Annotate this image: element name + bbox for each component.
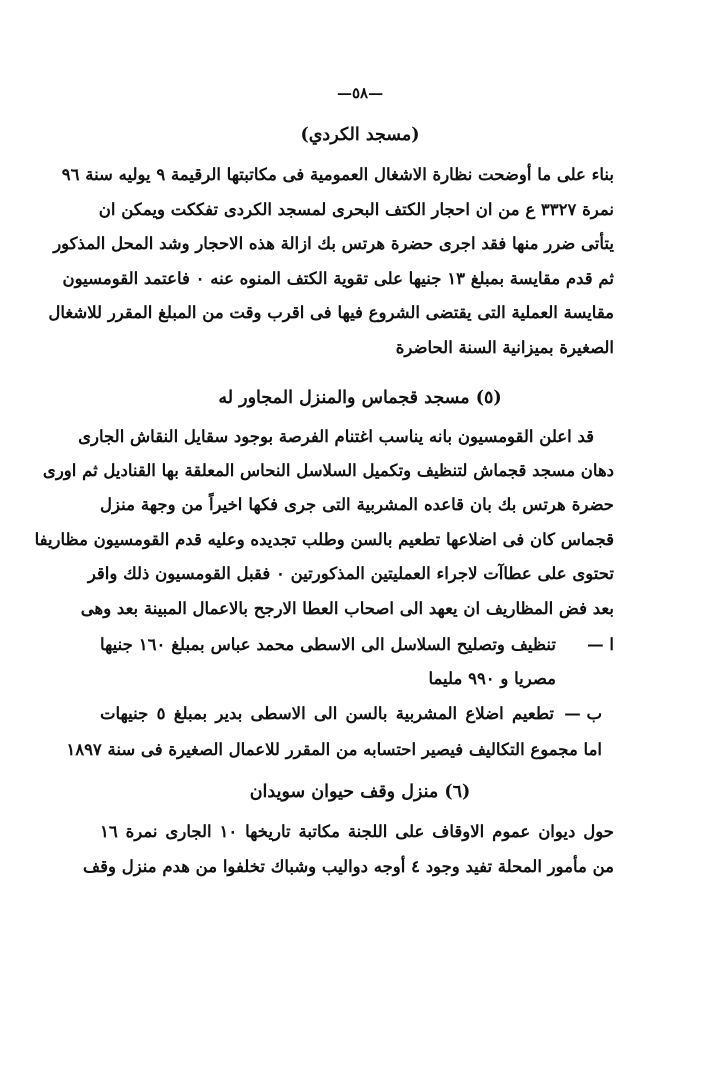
paragraph-line: دهان مسجد قجماش لتنظيف وتكميل السلاسل النحاس المعلقة بها القناديل ثم اورى: [42, 461, 614, 480]
paragraph-line: بعد فض المظاريف ان يعهد الى اصحاب العطا الارجح بالاعمال المبينة بعد وهى: [80, 599, 614, 618]
section-heading-kurdi-mosque: (مسجد الكردي): [300, 125, 420, 145]
paragraph-line: مقايسة العملية التى يقتضى الشروع فيها فى اقرب وقت من المبلغ المقرر للاشغال: [48, 303, 614, 322]
paragraph-line: حول ديوان عموم الاوقاف على اللجنة مكاتبة تاريخها ١٠ الجارى نمرة ١٦: [100, 822, 614, 841]
paragraph-line: حضرة هرتس بك بان قاعده المشربية التى جرى فكها اخيراً من وجهة منزل: [100, 495, 614, 514]
list-item-a: [100, 630, 614, 660]
paragraph-line: الصغيرة بميزانية السنة الحاضرة: [395, 338, 614, 357]
paragraph-line: يتأتى ضرر منها فقد اجرى حضرة هرتس بك ازالة هذه الاحجار وشد المحل المذكور: [53, 234, 614, 253]
section-heading-qijmas-mosque: (٥) مسجد قجماس والمنزل المجاور له: [218, 388, 502, 408]
page-number: —٥٨—: [336, 84, 384, 102]
paragraph-line: تحتوى على عطاآت لاجراء العمليتين المذكورتين ٠ فقبل القومسيون ذلك واقر: [87, 564, 614, 583]
paragraph-line: نمرة ٣٣٢٧ ع من ان احجار الكتف البحرى لمسجد الكردى تفككت ويمكن ان: [98, 200, 614, 219]
list-item-text: تطعيم اضلاع المشربية بالسن الى الاسطى بدير بمبلغ ٥ جنيهات: [100, 704, 554, 723]
paragraph-line: قجماس كان فى اضلاعها تطعيم بالسن وطلب تجديده وعليه قدم القومسيون مظاريفا: [34, 530, 614, 549]
section-heading-sweidan-house: (٦) منزل وقف حيوان سويدان: [249, 782, 471, 802]
paragraph-line: ثم قدم مقايسة بمبلغ ١٣ جنيها على تقوية الكتف المنوه عنه ٠ فاعتمد القومسيون: [62, 269, 614, 288]
section-closing-line: اما مجموع التكاليف فيصير احتسابه من المقرر للاعمال الصغيرة فى سنة ١٨٩٧: [66, 740, 602, 759]
list-item-b: [100, 699, 602, 729]
list-item-continuation: مصريا و ٩٩٠ مليما: [428, 669, 556, 688]
list-item-label: ب —: [564, 704, 602, 723]
paragraph-line: بناء على ما أوضحت نظارة الاشغال العمومية فى مكاتبتها الرقيمة ٩ يوليه سنة ٩٦: [61, 165, 614, 184]
list-item-label: ا —: [587, 635, 614, 654]
paragraph-line: من مأمور المحلة تفيد وجود ٤ أوجه دواليب وشباك تخلفوا من هدم منزل وقف: [83, 857, 614, 876]
paragraph-line: قد اعلن القومسيون بانه يناسب اغتنام الفرصة بوجود سقايل النقاش الجارى: [78, 427, 594, 446]
list-item-text: تنظيف وتصليح السلاسل الى الاسطى محمد عباس بمبلغ ١٦٠ جنيها: [100, 635, 556, 654]
